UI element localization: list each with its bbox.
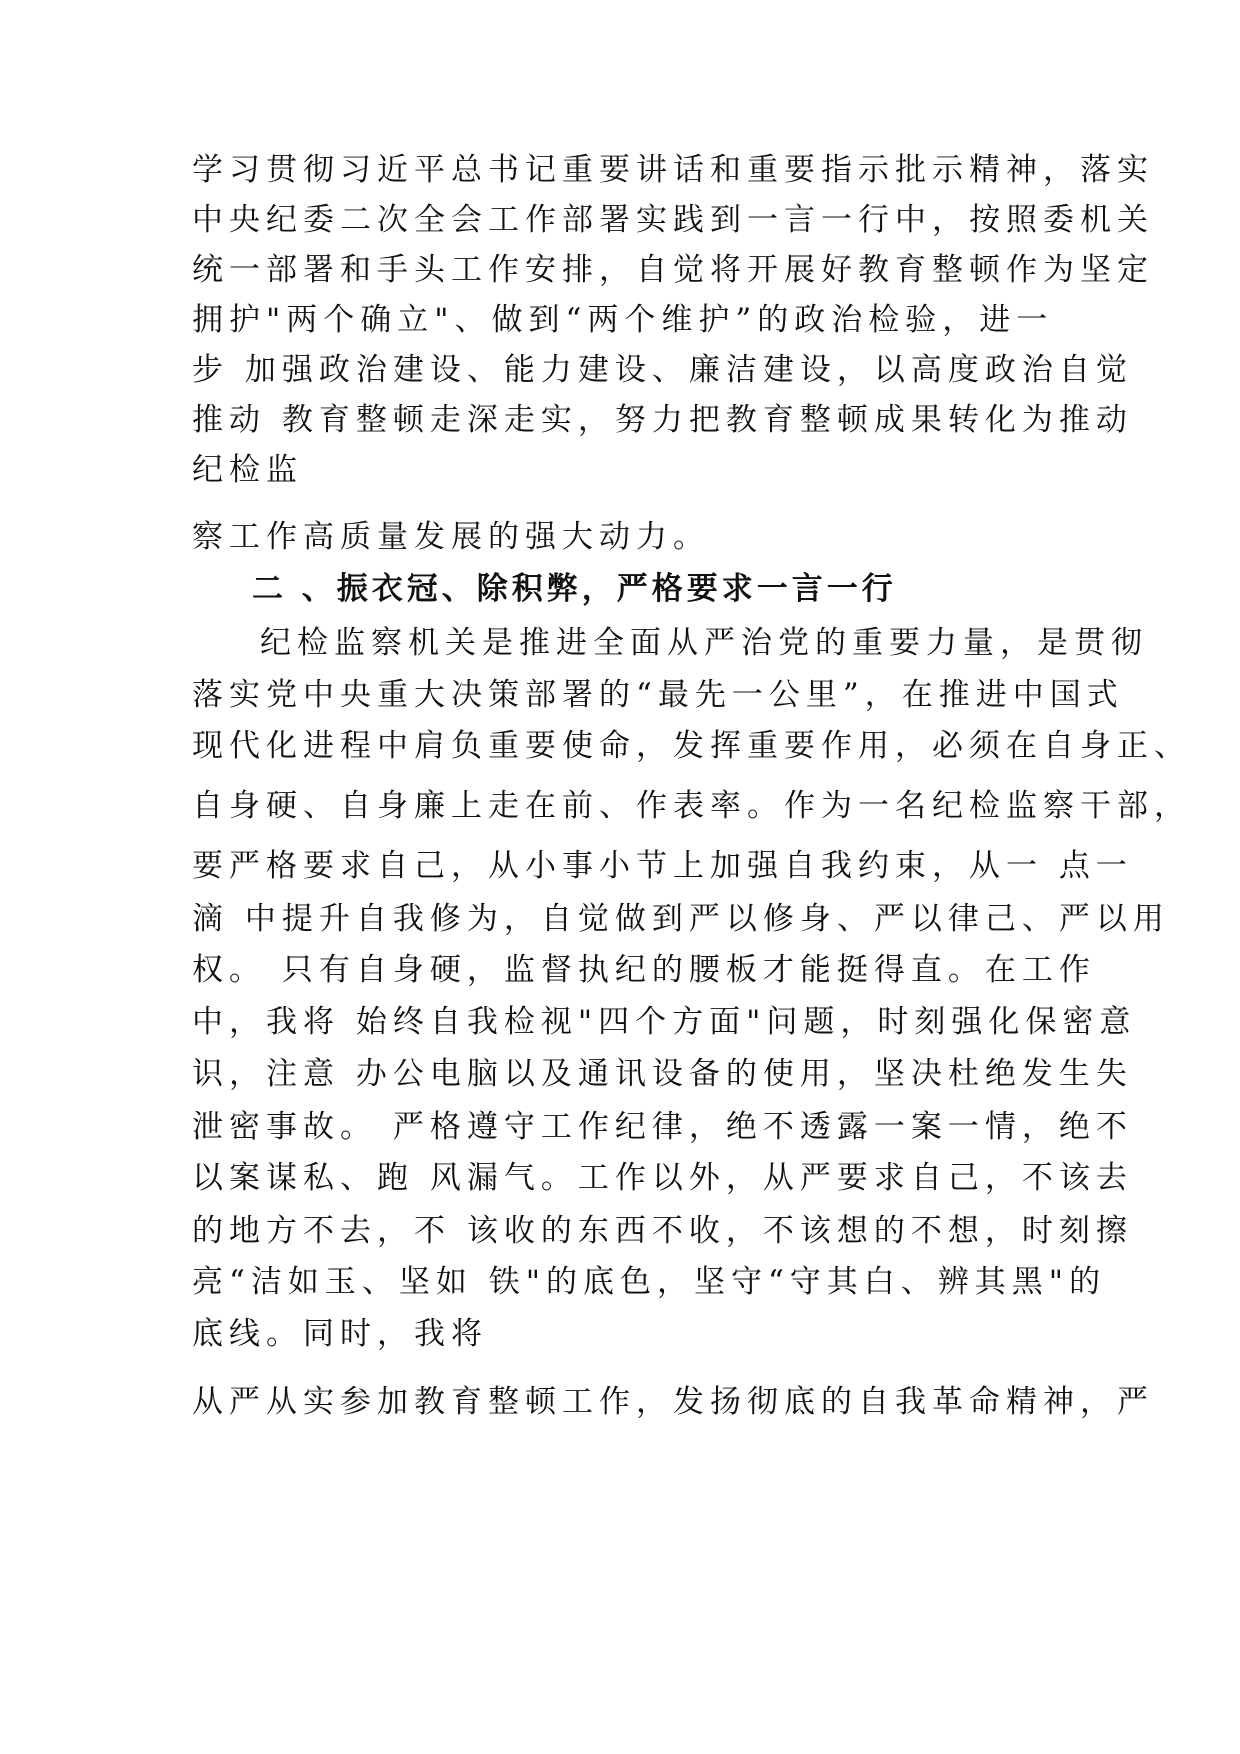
section-heading: 二 、振衣冠、除积弊，严格要求一言一行 <box>252 571 897 607</box>
paragraph-line: 的地方不去，不 该收的东西不收，不该想的不想，时刻擦 <box>192 1213 1133 1249</box>
paragraph-line: 要严格要求自己，从小事小节上加强自我约束，从一 点一 <box>192 848 1133 884</box>
paragraph-line: 泄密事故。 严格遵守工作纪律，绝不透露一案一情，绝不 <box>192 1109 1133 1145</box>
paragraph-line: 中央纪委二次全会工作部署实践到一言一行中，按照委机关 <box>192 202 1154 238</box>
paragraph-line: 现代化进程中肩负重要使命，发挥重要作用，必须在自身正、 <box>192 728 1191 764</box>
paragraph-line: 察工作高质量发展的强大动力。 <box>192 519 710 555</box>
paragraph-line: 推动 教育整顿走深走实，努力把教育整顿成果转化为推动 <box>192 402 1133 438</box>
paragraph-line: 纪检监察机关是推进全面从严治党的重要力量，是贯彻 <box>260 625 1148 661</box>
paragraph-line: 学习贯彻习近平总书记重要讲话和重要指示批示精神，落实 <box>192 152 1154 188</box>
paragraph-line: 自身硬、自身廉上走在前、作表率。作为一名纪检监察干部， <box>192 788 1191 824</box>
paragraph-line: 统一部署和手头工作安排，自觉将开展好教育整顿作为坚定 <box>192 252 1154 288</box>
paragraph-line: 拥护"两个确立"、做到“两个维护”的政治检验，进一 <box>192 302 1054 338</box>
paragraph-line: 纪检监 <box>192 452 303 488</box>
paragraph-line: 中，我将 始终自我检视"四个方面"问题，时刻强化保密意 <box>192 1004 1137 1040</box>
paragraph-line: 步 加强政治建设、能力建设、廉洁建设，以高度政治自觉 <box>192 352 1133 388</box>
paragraph-line: 权。 只有自身硬，监督执纪的腰板才能挺得直。在工作 <box>192 952 1096 988</box>
paragraph-line: 从严从实参加教育整顿工作，发扬彻底的自我革命精神，严 <box>192 1384 1154 1420</box>
paragraph-line: 滴 中提升自我修为，自觉做到严以修身、严以律己、严以用 <box>192 901 1170 937</box>
paragraph-line: 以案谋私、跑 风漏气。工作以外，从严要求自己，不该去 <box>192 1160 1133 1196</box>
paragraph-line: 识，注意 办公电脑以及通讯设备的使用，坚决杜绝发生失 <box>192 1056 1133 1092</box>
paragraph-line: 亮“洁如玉、坚如 铁"的底色，坚守“守其白、辨其黑"的 <box>192 1264 1107 1300</box>
paragraph-line: 底线。同时，我将 <box>192 1316 488 1352</box>
paragraph-line: 落实党中央重大决策部署的“最先一公里”，在推进中国式 <box>192 677 1124 713</box>
